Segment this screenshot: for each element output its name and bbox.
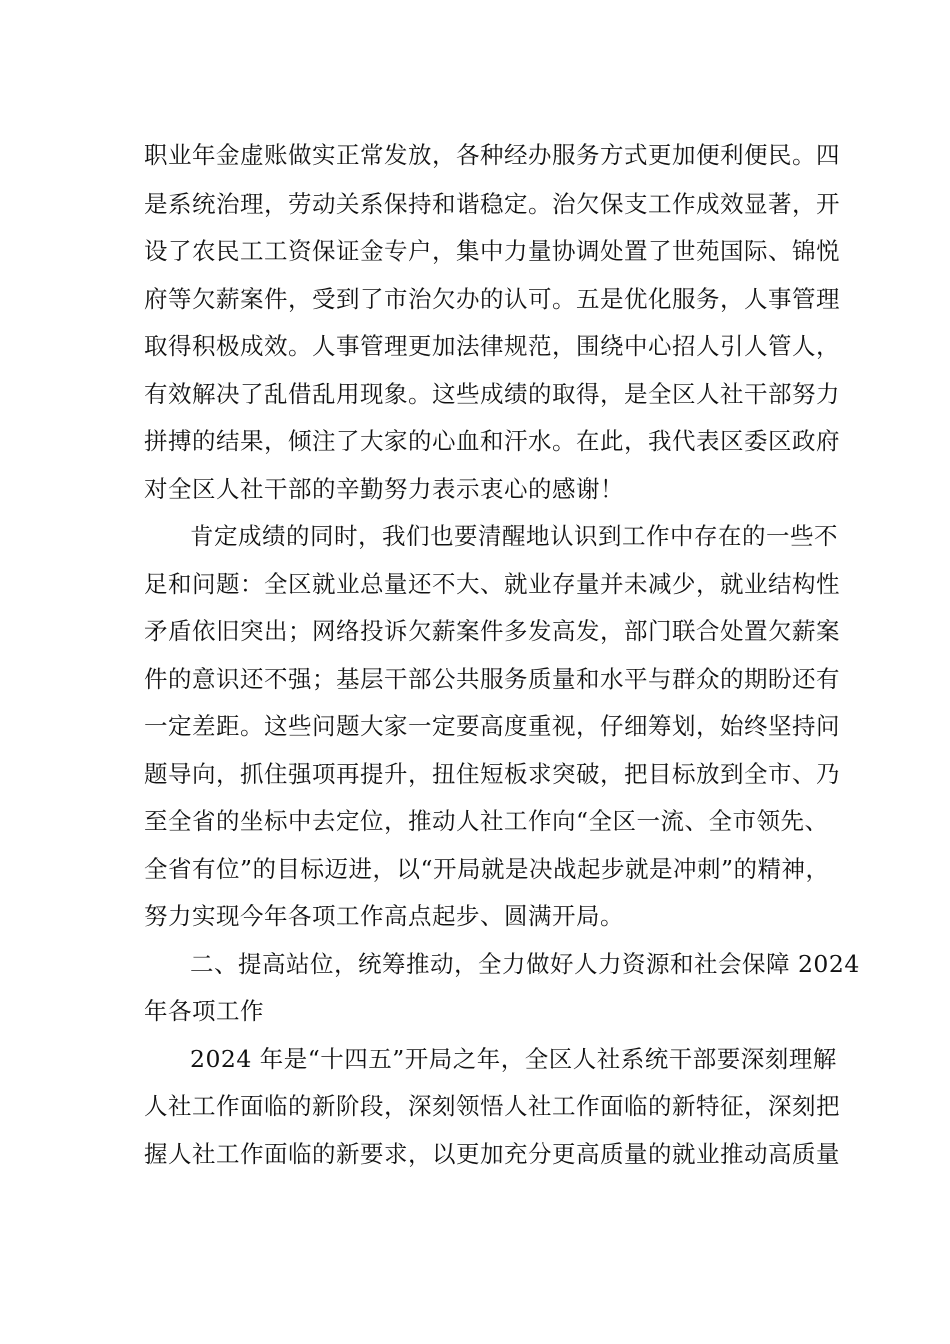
text-line: 拼搏的结果，倾注了大家的心血和汗水。在此，我代表区委区政府 [144, 427, 840, 455]
text-line: 全省有位”的目标迈进，以“开局就是决战起步就是冲刺”的精神， [144, 855, 830, 883]
paragraph-first-line: 肯定成绩的同时，我们也要清醒地认识到工作中存在的一些不 [190, 522, 838, 550]
text-line: 取得积极成效。人事管理更加法律规范，围绕中心招人引人管人， [144, 332, 840, 360]
text-line: 设了农民工工资保证金专户，集中力量协调处置了世苑国际、锦悦 [144, 237, 840, 265]
text-line: 题导向，抓住强项再提升，扭住短板求突破，把目标放到全市、乃 [144, 760, 840, 788]
text-line: 是系统治理，劳动关系保持和谐稳定。治欠保支工作成效显著，开 [144, 190, 840, 218]
text-line: 努力实现今年各项工作高点起步、圆满开局。 [144, 902, 624, 930]
text-line: 至全省的坐标中去定位，推动人社工作向“全区一流、全市领先、 [144, 807, 829, 835]
text-line: 一定差距。这些问题大家一定要高度重视，仔细筹划，始终坚持问 [144, 712, 840, 740]
text-line: 足和问题：全区就业总量还不大、就业存量并未减少，就业结构性 [144, 570, 840, 598]
text-line: 人社工作面临的新阶段，深刻领悟人社工作面临的新特征，深刻把 [144, 1092, 840, 1120]
text-line: 矛盾依旧突出；网络投诉欠薪案件多发高发，部门联合处置欠薪案 [144, 617, 840, 645]
section-heading-continued: 年各项工作 [144, 997, 264, 1025]
text-line: 职业年金虚账做实正常发放，各种经办服务方式更加便利便民。四 [144, 141, 840, 169]
paragraph-first-line: 2024 年是“十四五”开局之年，全区人社系统干部要深刻理解 [190, 1045, 837, 1073]
text-line: 对全区人社干部的辛勤努力表示衷心的感谢！ [144, 475, 624, 503]
text-line: 握人社工作面临的新要求，以更加充分更高质量的就业推动高质量 [144, 1140, 840, 1168]
text-line: 件的意识还不强；基层干部公共服务质量和水平与群众的期盼还有 [144, 665, 840, 693]
text-line: 府等欠薪案件，受到了市治欠办的认可。五是优化服务，人事管理 [144, 285, 840, 313]
section-heading: 二、提高站位，统筹推动，全力做好人力资源和社会保障 2024 [190, 950, 860, 978]
text-line: 有效解决了乱借乱用现象。这些成绩的取得，是全区人社干部努力 [144, 380, 840, 408]
